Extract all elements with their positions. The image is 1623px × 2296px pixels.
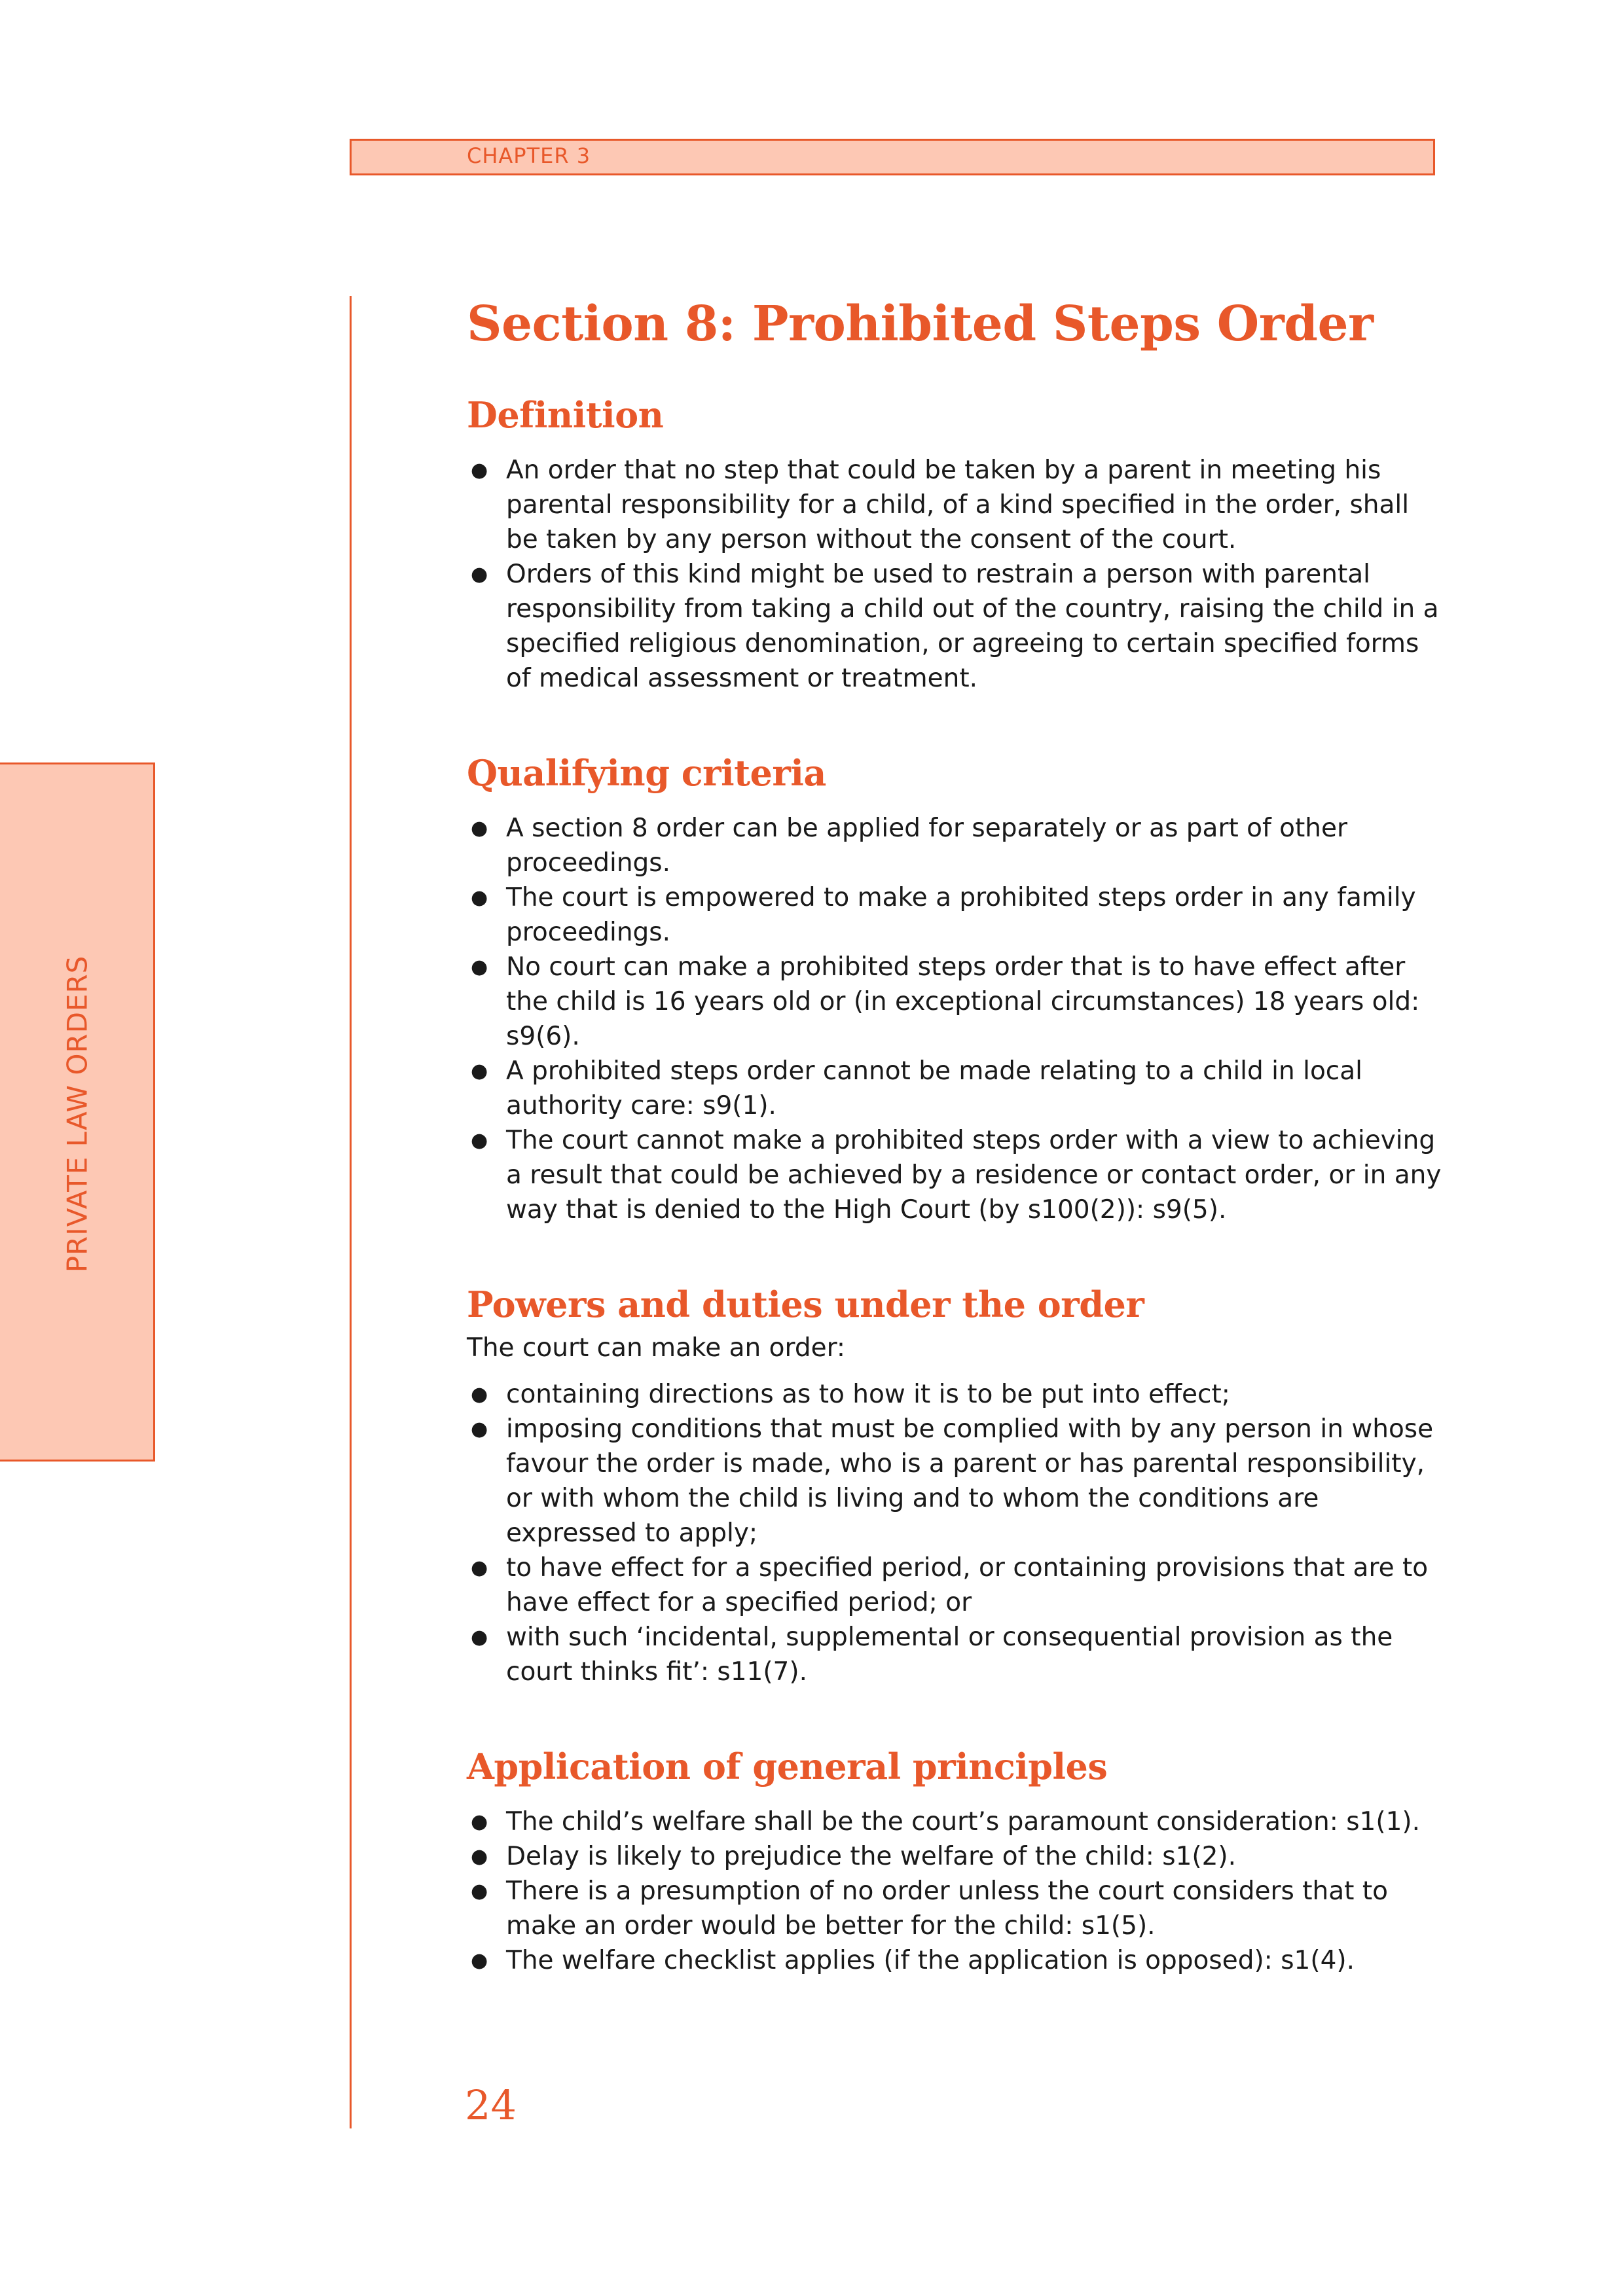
- bullet-icon: ●: [471, 563, 488, 586]
- list-item: ● Orders of this kind might be used to restrain a person with parental responsibility from taking a child out of the country, raising the child in a specified religious denomination, or agreeing to certain specified forms of medical assessment or treatment.: [467, 557, 1442, 696]
- list-item: ● imposing conditions that must be complied with by any person in whose favour the order is made, who is a parent or has parental responsibility, or with whom the child is living and to whom the conditions are expressed to apply;: [467, 1412, 1442, 1551]
- bullet-icon: ●: [471, 956, 488, 978]
- list-item: ● The court cannot make a prohibited steps order with a view to achieving a result that could be achieved by a residence or contact order, or in any way that is denied to the High Court (by s100(2)): s9(5).: [467, 1123, 1442, 1227]
- bullet-icon: ●: [471, 1949, 488, 1972]
- definition-heading: Definition: [467, 394, 664, 436]
- definition-list: [467, 453, 1442, 696]
- bullet-icon: ●: [471, 817, 488, 840]
- powers-intro: The court can make an order:: [467, 1333, 846, 1363]
- side-tab-label: PRIVATE LAW ORDERS: [61, 955, 94, 1273]
- bullet-icon: ●: [471, 1418, 488, 1441]
- bullet-icon: ●: [471, 1383, 488, 1406]
- bullet-icon: ●: [471, 1626, 488, 1649]
- powers-heading: Powers and duties under the order: [467, 1283, 1144, 1325]
- list-item: ● There is a presumption of no order unless the court considers that to make an order would be better for the child: s1(5).: [467, 1874, 1442, 1943]
- bullet-icon: ●: [471, 1060, 488, 1083]
- margin-rule: [350, 296, 352, 2128]
- list-item: ● with such ‘incidental, supplemental or consequential provision as the court thinks fit’: s11(7).: [467, 1620, 1442, 1689]
- powers-section: [467, 1278, 1442, 1689]
- list-item: ● The welfare checklist applies (if the application is opposed): s1(4).: [467, 1943, 1442, 1978]
- qualifying-list: [467, 811, 1442, 1227]
- list-item: ● The court is empowered to make a prohibited steps order in any family proceedings.: [467, 880, 1442, 950]
- section-side-tab: [0, 762, 155, 1462]
- bullet-icon: ●: [471, 886, 488, 909]
- list-item: ● containing directions as to how it is to be put into effect;: [467, 1377, 1442, 1412]
- list-item: ● No court can make a prohibited steps order that is to have effect after the child is 16 years old or (in exceptional circumstances) 18 years old: s9(6).: [467, 950, 1442, 1054]
- bullet-icon: ●: [471, 1810, 488, 1833]
- bullet-icon: ●: [471, 1880, 488, 1903]
- list-item: ● A section 8 order can be applied for separately or as part of other proceedings.: [467, 811, 1442, 880]
- bullet-icon: ●: [471, 1129, 488, 1152]
- page-title: Section 8: Prohibited Steps Order: [467, 296, 1374, 352]
- page-content: [467, 288, 1442, 1978]
- bullet-icon: ●: [471, 1845, 488, 1868]
- definition-section: [467, 389, 1442, 696]
- application-heading: Application of general principles: [467, 1746, 1108, 1787]
- page-number: 24: [465, 2081, 517, 2129]
- application-section: [467, 1740, 1442, 1978]
- application-list: [467, 1804, 1442, 1978]
- qualifying-section: [467, 747, 1442, 1227]
- bullet-icon: ●: [471, 459, 488, 482]
- bullet-icon: ●: [471, 1556, 488, 1579]
- list-item: ● The child’s welfare shall be the court’s paramount consideration: s1(1).: [467, 1804, 1442, 1839]
- chapter-header-bar: [350, 139, 1435, 175]
- list-item: ● An order that no step that could be taken by a parent in meeting his parental responsibility for a child, of a kind specified in the order, shall be taken by any person without the consent of the court.: [467, 453, 1442, 557]
- list-item: ● A prohibited steps order cannot be made relating to a child in local authority care: s9(1).: [467, 1054, 1442, 1123]
- list-item: ● to have effect for a specified period, or containing provisions that are to have effect for a specified period; or: [467, 1551, 1442, 1620]
- chapter-label: CHAPTER 3: [467, 143, 591, 168]
- powers-list: [467, 1377, 1442, 1689]
- qualifying-heading: Qualifying criteria: [467, 752, 826, 794]
- list-item: ● Delay is likely to prejudice the welfare of the child: s1(2).: [467, 1839, 1442, 1874]
